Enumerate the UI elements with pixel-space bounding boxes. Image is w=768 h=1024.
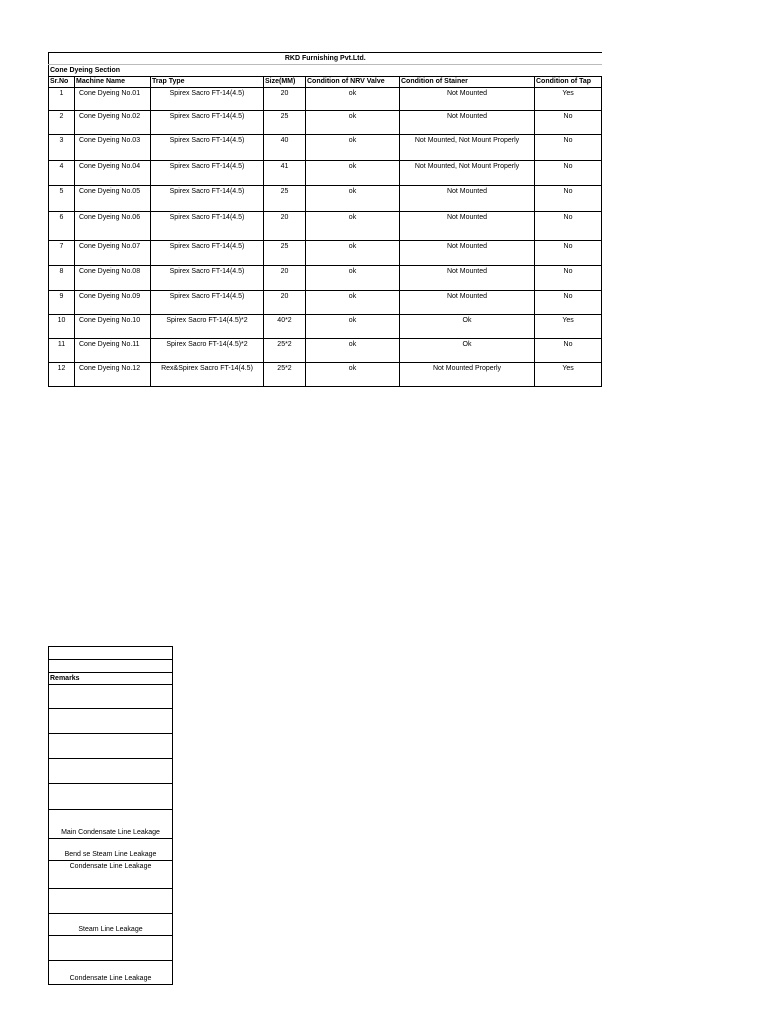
trap-type-cell: Rex&Spirex Sacro FT-14(4.5) xyxy=(151,363,264,387)
stainer-condition-cell: Not Mounted, Not Mount Properly xyxy=(400,135,535,161)
trap-type-cell: Spirex Sacro FT-14(4.5)*2 xyxy=(151,315,264,339)
machine-name-cell: Cone Dyeing No.05 xyxy=(75,186,151,212)
remark-cell: Condensate Line Leakage xyxy=(49,861,173,889)
table-row xyxy=(49,241,602,266)
remarks-row xyxy=(49,961,173,985)
size-cell: 20 xyxy=(264,266,306,291)
remarks-spacer-row xyxy=(49,647,173,660)
remark-cell xyxy=(49,734,173,759)
table-row xyxy=(49,339,602,363)
trap-type-cell: Spirex Sacro FT-14(4.5) xyxy=(151,88,264,111)
remarks-header: Remarks xyxy=(49,673,173,685)
remark-cell: Bend se Steam Line Leakage xyxy=(49,839,173,861)
tap-condition-cell: No xyxy=(535,111,602,135)
trap-type-cell: Spirex Sacro FT-14(4.5) xyxy=(151,241,264,266)
column-header-machine-name: Machine Name xyxy=(75,77,151,88)
sr-no-cell: 6 xyxy=(49,212,75,241)
size-cell: 25 xyxy=(264,186,306,212)
remarks-table xyxy=(48,646,173,985)
stainer-condition-cell: Not Mounted xyxy=(400,88,535,111)
remark-cell xyxy=(49,784,173,810)
column-header-trap-type: Trap Type xyxy=(151,77,264,88)
nrv-condition-cell: ok xyxy=(306,339,400,363)
tap-condition-cell: No xyxy=(535,186,602,212)
header-row xyxy=(49,77,602,88)
remarks-row xyxy=(49,861,173,889)
trap-type-cell: Spirex Sacro FT-14(4.5) xyxy=(151,161,264,186)
tap-condition-cell: Yes xyxy=(535,315,602,339)
table-row xyxy=(49,291,602,315)
sr-no-cell: 10 xyxy=(49,315,75,339)
stainer-condition-cell: Ok xyxy=(400,339,535,363)
trap-type-cell: Spirex Sacro FT-14(4.5) xyxy=(151,291,264,315)
remark-cell xyxy=(49,889,173,914)
size-cell: 25 xyxy=(264,111,306,135)
sr-no-cell: 5 xyxy=(49,186,75,212)
remarks-row xyxy=(49,685,173,709)
size-cell: 25*2 xyxy=(264,339,306,363)
trap-type-cell: Spirex Sacro FT-14(4.5) xyxy=(151,186,264,212)
table-row xyxy=(49,111,602,135)
machine-name-cell: Cone Dyeing No.10 xyxy=(75,315,151,339)
tap-condition-cell: No xyxy=(535,241,602,266)
size-cell: 20 xyxy=(264,291,306,315)
remark-cell xyxy=(49,685,173,709)
stainer-condition-cell: Not Mounted xyxy=(400,111,535,135)
remark-cell xyxy=(49,759,173,784)
remark-cell xyxy=(49,709,173,734)
remark-cell: Steam Line Leakage xyxy=(49,914,173,936)
sr-no-cell: 12 xyxy=(49,363,75,387)
remarks-row xyxy=(49,839,173,861)
table-row xyxy=(49,186,602,212)
size-cell: 20 xyxy=(264,212,306,241)
column-header-tap: Condition of Tap xyxy=(535,77,602,88)
remarks-spacer-row xyxy=(49,660,173,673)
tap-condition-cell: No xyxy=(535,161,602,186)
table-row xyxy=(49,315,602,339)
sr-no-cell: 7 xyxy=(49,241,75,266)
sr-no-cell: 2 xyxy=(49,111,75,135)
trap-type-cell: Spirex Sacro FT-14(4.5)*2 xyxy=(151,339,264,363)
remarks-row xyxy=(49,759,173,784)
nrv-condition-cell: ok xyxy=(306,111,400,135)
stainer-condition-cell: Not Mounted xyxy=(400,241,535,266)
machine-name-cell: Cone Dyeing No.02 xyxy=(75,111,151,135)
machine-name-cell: Cone Dyeing No.06 xyxy=(75,212,151,241)
trap-type-cell: Spirex Sacro FT-14(4.5) xyxy=(151,266,264,291)
column-header-nrv-valve: Condition of NRV Valve xyxy=(306,77,400,88)
table-row xyxy=(49,135,602,161)
remarks-row xyxy=(49,914,173,936)
table-row xyxy=(49,212,602,241)
machine-name-cell: Cone Dyeing No.09 xyxy=(75,291,151,315)
column-header-stainer: Condition of Stainer xyxy=(400,77,535,88)
size-cell: 25*2 xyxy=(264,363,306,387)
tap-condition-cell: No xyxy=(535,135,602,161)
column-header-sr-no: Sr.No xyxy=(49,77,75,88)
remark-cell xyxy=(49,936,173,961)
nrv-condition-cell: ok xyxy=(306,363,400,387)
machine-name-cell: Cone Dyeing No.11 xyxy=(75,339,151,363)
tap-condition-cell: No xyxy=(535,339,602,363)
machine-name-cell: Cone Dyeing No.03 xyxy=(75,135,151,161)
trap-type-cell: Spirex Sacro FT-14(4.5) xyxy=(151,111,264,135)
tap-condition-cell: Yes xyxy=(535,88,602,111)
size-cell: 40*2 xyxy=(264,315,306,339)
size-cell: 40 xyxy=(264,135,306,161)
tap-condition-cell: No xyxy=(535,266,602,291)
sr-no-cell: 11 xyxy=(49,339,75,363)
trap-type-cell: Spirex Sacro FT-14(4.5) xyxy=(151,212,264,241)
sr-no-cell: 1 xyxy=(49,88,75,111)
table-row xyxy=(49,88,602,111)
section-row xyxy=(49,65,602,77)
nrv-condition-cell: ok xyxy=(306,291,400,315)
table-row xyxy=(49,266,602,291)
tap-condition-cell: No xyxy=(535,212,602,241)
company-name: RKD Furnishing Pvt.Ltd. xyxy=(49,53,602,65)
stainer-condition-cell: Not Mounted xyxy=(400,186,535,212)
stainer-condition-cell: Ok xyxy=(400,315,535,339)
machine-name-cell: Cone Dyeing No.04 xyxy=(75,161,151,186)
remarks-row xyxy=(49,889,173,914)
machine-name-cell: Cone Dyeing No.07 xyxy=(75,241,151,266)
stainer-condition-cell: Not Mounted Properly xyxy=(400,363,535,387)
title-row xyxy=(49,53,602,65)
remarks-row xyxy=(49,810,173,839)
stainer-condition-cell: Not Mounted xyxy=(400,266,535,291)
remark-cell: Main Condensate Line Leakage xyxy=(49,810,173,839)
machine-name-cell: Cone Dyeing No.12 xyxy=(75,363,151,387)
size-cell: 25 xyxy=(264,241,306,266)
nrv-condition-cell: ok xyxy=(306,186,400,212)
sr-no-cell: 8 xyxy=(49,266,75,291)
nrv-condition-cell: ok xyxy=(306,315,400,339)
machine-name-cell: Cone Dyeing No.01 xyxy=(75,88,151,111)
column-header-size: Size(MM) xyxy=(264,77,306,88)
size-cell: 41 xyxy=(264,161,306,186)
remarks-row xyxy=(49,784,173,810)
sr-no-cell: 4 xyxy=(49,161,75,186)
nrv-condition-cell: ok xyxy=(306,135,400,161)
nrv-condition-cell: ok xyxy=(306,88,400,111)
table-row xyxy=(49,161,602,186)
remarks-row xyxy=(49,936,173,961)
table-row xyxy=(49,363,602,387)
trap-type-cell: Spirex Sacro FT-14(4.5) xyxy=(151,135,264,161)
section-title: Cone Dyeing Section xyxy=(49,65,602,77)
stainer-condition-cell: Not Mounted xyxy=(400,291,535,315)
inspection-table xyxy=(48,52,602,387)
sr-no-cell: 9 xyxy=(49,291,75,315)
nrv-condition-cell: ok xyxy=(306,212,400,241)
nrv-condition-cell: ok xyxy=(306,266,400,291)
remarks-row xyxy=(49,734,173,759)
tap-condition-cell: No xyxy=(535,291,602,315)
stainer-condition-cell: Not Mounted xyxy=(400,212,535,241)
size-cell: 20 xyxy=(264,88,306,111)
remark-cell: Condensate Line Leakage xyxy=(49,961,173,985)
stainer-condition-cell: Not Mounted, Not Mount Properly xyxy=(400,161,535,186)
nrv-condition-cell: ok xyxy=(306,161,400,186)
nrv-condition-cell: ok xyxy=(306,241,400,266)
tap-condition-cell: Yes xyxy=(535,363,602,387)
sr-no-cell: 3 xyxy=(49,135,75,161)
machine-name-cell: Cone Dyeing No.08 xyxy=(75,266,151,291)
remarks-header-row xyxy=(49,673,173,685)
remarks-row xyxy=(49,709,173,734)
